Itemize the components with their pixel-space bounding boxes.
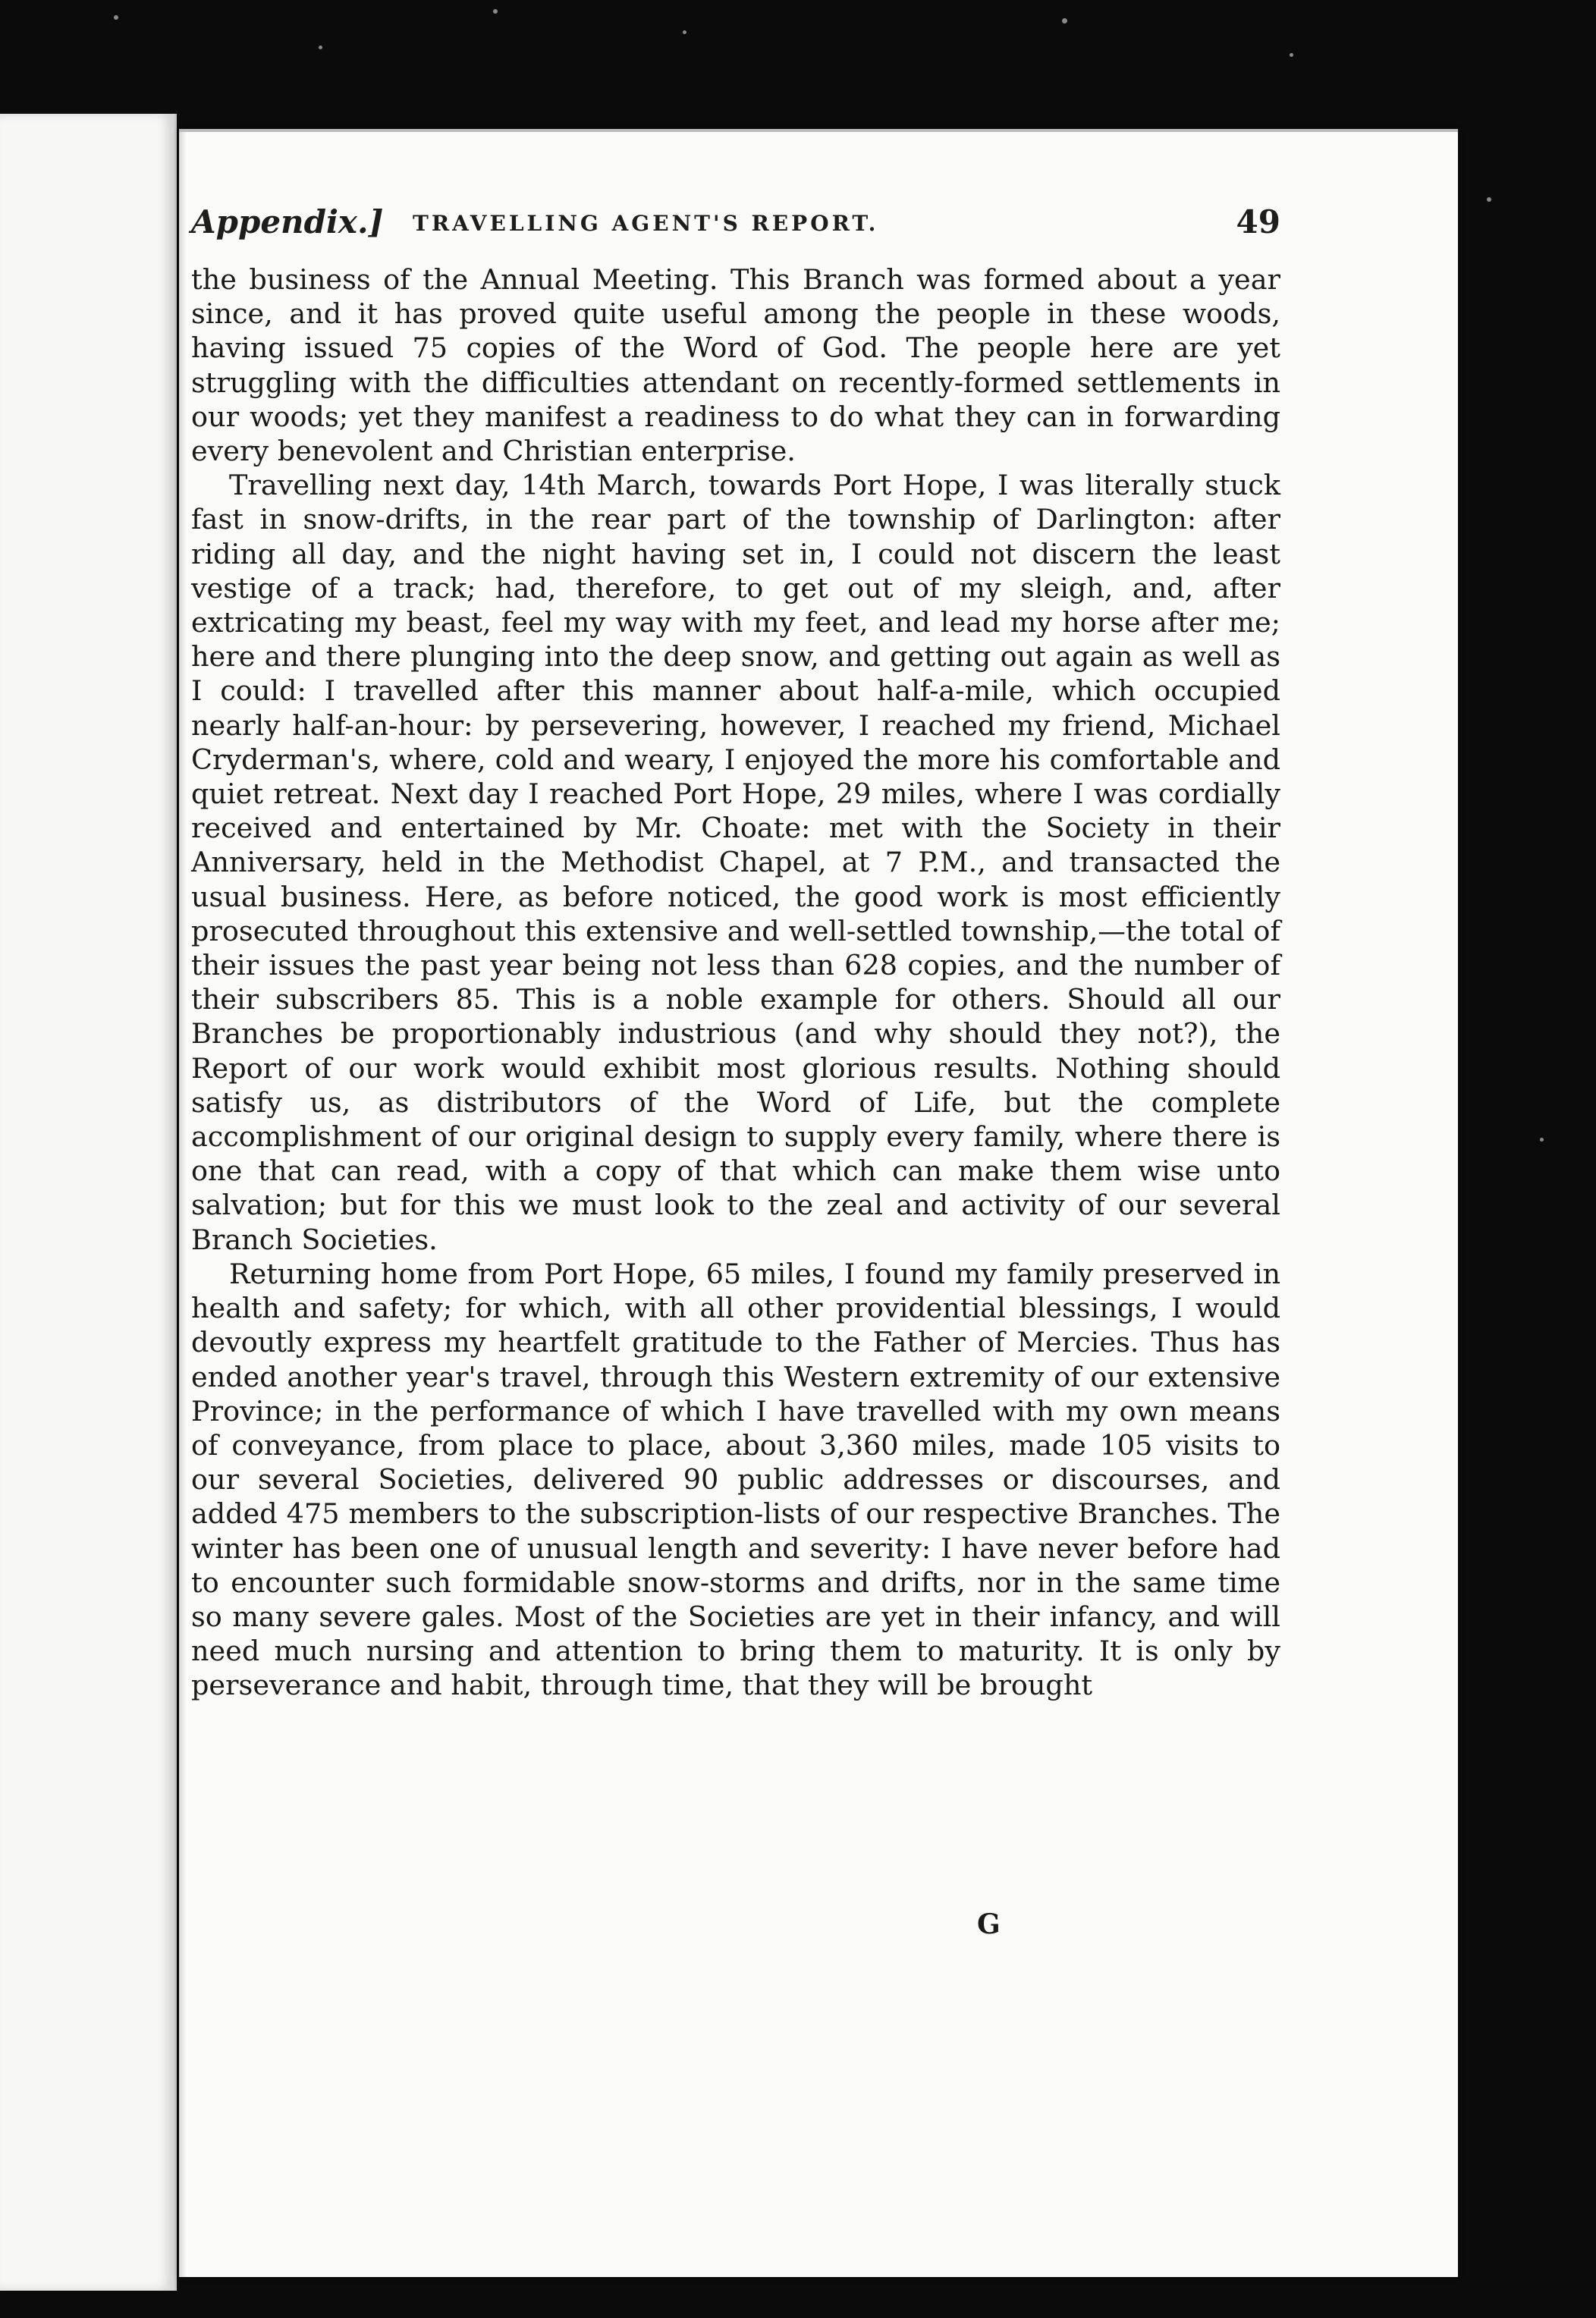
signature-mark: G bbox=[977, 1908, 1001, 1940]
header-section: Appendix.] bbox=[191, 203, 384, 240]
dust-speck bbox=[1062, 18, 1067, 24]
dust-speck bbox=[319, 46, 322, 49]
paragraph: Travelling next day, 14th March, towards Port Hope, I was literally stuck fast in snow-drifts, in the rear part of the township of Darlington: after riding all day, and the night having set in, I could not discern the least vestige of a track; had, therefore, to get out of my sleigh, and, after extricating my beast, feel my way with my feet, and lead my horse after me; here and there plunging into the deep snow, and getting out again as well as I could: I travelled after this manner about half-a-mile, which occupied nearly half-an-hour: by persevering, however, I reached my friend, Michael Cryderman's, where, cold and weary, I enjoyed the more his comfortable and quiet retreat. Next day I reached Port Hope, 29 miles, where I was cordially received and entertained by Mr. Choate: met with the Society in their Anniversary, held in the Methodist Chapel, at 7 P.M., and transacted the usual business. Here, as before noticed, the good work is most efficiently prosecuted throughout this extensive and well-settled township,—the total of their issues the past year being not less than 628 copies, and the number of their subscribers 85. This is a noble example for others. Should all our Branches be proportionably industrious (and why should they not?), the Report of our work would exhibit most glorious results. Nothing should satisfy us, as distributors of the Word of Life, but the complete accomplishment of our original design to supply every family, where there is one that can read, with a copy of that which can make them wise unto salvation; but for this we must look to the zeal and activity of our several Branch Societies. bbox=[191, 469, 1280, 1256]
dust-speck bbox=[1290, 53, 1293, 57]
header-title: TRAVELLING AGENT'S REPORT. bbox=[413, 211, 879, 236]
paragraph: the business of the Annual Meeting. This Branch was formed about a year since, and it has proved quite useful among the people in these woods, having issued 75 copies of the Word of God. The people here are yet struggling with the difficulties attendant on recently-formed settlements in our woods; yet they manifest a readiness to do what they can in forwarding every benevolent and Christian enterprise. bbox=[191, 263, 1280, 468]
running-header bbox=[191, 203, 1280, 256]
dust-speck bbox=[683, 30, 686, 34]
dust-speck bbox=[493, 9, 498, 14]
dust-speck bbox=[1487, 197, 1491, 202]
dust-speck bbox=[114, 15, 118, 20]
page-number: 49 bbox=[1236, 203, 1280, 240]
facing-page-edge bbox=[0, 114, 177, 2291]
page-body bbox=[191, 262, 1280, 1703]
paragraph: Returning home from Port Hope, 65 miles, I found my family preserved in health and safety; for which, with all other providential blessings, I would devoutly express my heartfelt gratitude to the Father of Mercies. Thus has ended another year's travel, through this Western extremity of our extensive Province; in the performance of which I have travelled with my own means of conveyance, from place to place, about 3,360 miles, made 105 visits to our several Societies, delivered 90 public addresses or discourses, and added 475 members to the subscription-lists of our respective Branches. The winter has been one of unusual length and severity: I have never before had to encounter such formidable snow-storms and drifts, nor in the same time so many severe gales. Most of the Societies are yet in their infancy, and will need much nursing and attention to bring them to maturity. It is only by perseverance and habit, through time, that they will be brought bbox=[191, 1257, 1280, 1702]
dust-speck bbox=[1540, 1138, 1544, 1142]
